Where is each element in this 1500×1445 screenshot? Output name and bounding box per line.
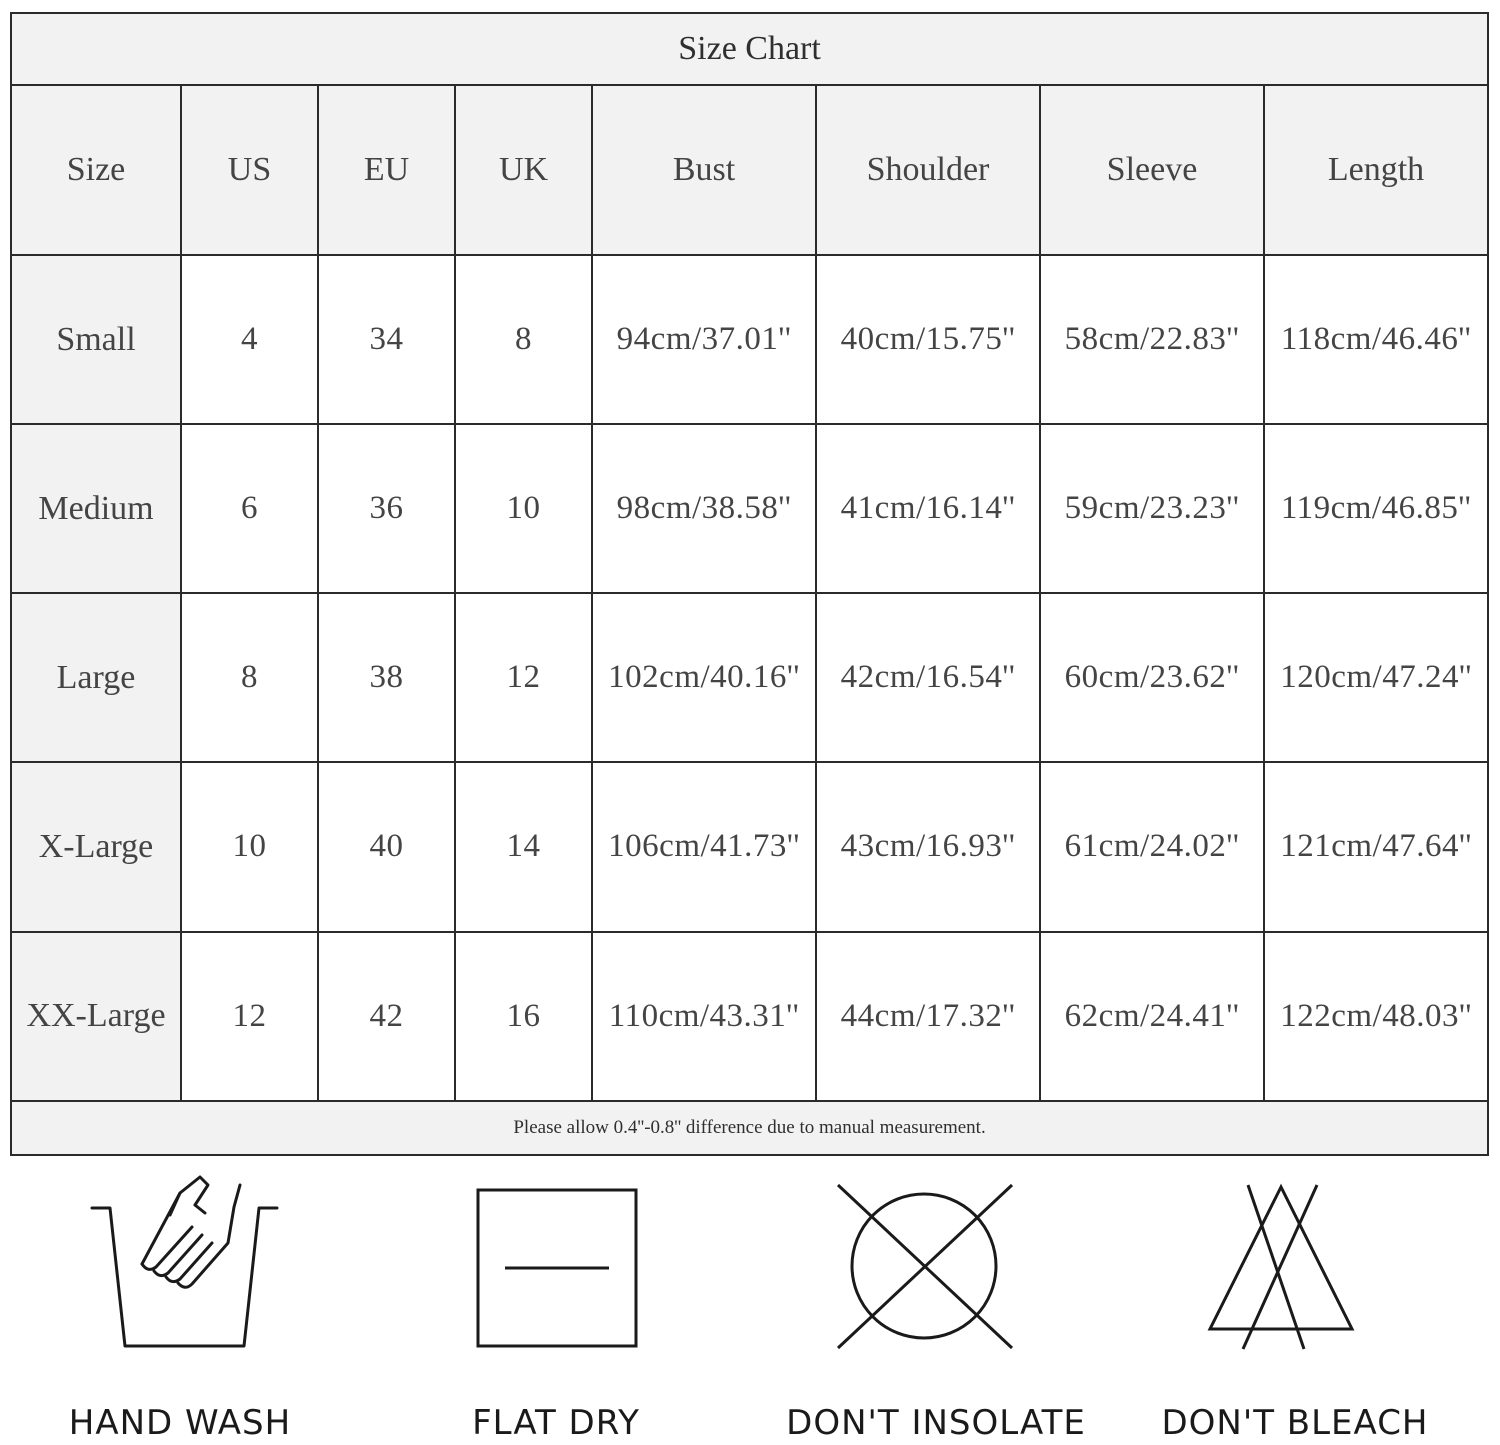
shoulder-cell: 41cm/16.14'' [816, 424, 1040, 593]
col-header-us: US [181, 85, 318, 255]
shoulder-cell: 42cm/16.54'' [816, 593, 1040, 762]
care-hand-wash [30, 1165, 330, 1445]
us-size-cell: 6 [181, 424, 318, 593]
length-cell: 120cm/47.24'' [1264, 593, 1488, 762]
size-chart-table [10, 12, 1489, 1156]
care-dont-bleach [1145, 1165, 1445, 1445]
size-name-cell: X-Large [11, 762, 181, 931]
length-cell: 119cm/46.85'' [1264, 424, 1488, 593]
uk-size-cell: 12 [455, 593, 592, 762]
table-row [11, 255, 1488, 424]
table-row [11, 424, 1488, 593]
sleeve-cell: 59cm/23.23'' [1040, 424, 1264, 593]
care-label-dont-insolate: DON'T INSOLATE [786, 1403, 1086, 1443]
shoulder-cell: 40cm/15.75'' [816, 255, 1040, 424]
bust-cell: 98cm/38.58'' [592, 424, 816, 593]
sleeve-cell: 58cm/22.83'' [1040, 255, 1264, 424]
col-header-eu: EU [318, 85, 455, 255]
us-size-cell: 10 [181, 762, 318, 931]
uk-size-cell: 8 [455, 255, 592, 424]
uk-size-cell: 10 [455, 424, 592, 593]
eu-size-cell: 36 [318, 424, 455, 593]
col-header-length: Length [1264, 85, 1488, 255]
size-name-cell: XX-Large [11, 932, 181, 1101]
header-row [11, 85, 1488, 255]
dont-insolate-icon [786, 1165, 1086, 1365]
col-header-bust: Bust [592, 85, 816, 255]
col-header-size: Size [11, 85, 181, 255]
flat-dry-icon [406, 1165, 706, 1365]
size-name-cell: Large [11, 593, 181, 762]
length-cell: 121cm/47.64'' [1264, 762, 1488, 931]
shoulder-cell: 43cm/16.93'' [816, 762, 1040, 931]
table-row [11, 762, 1488, 931]
care-label-hand-wash: HAND WASH [68, 1403, 292, 1443]
us-size-cell: 12 [181, 932, 318, 1101]
length-cell: 122cm/48.03'' [1264, 932, 1488, 1101]
sleeve-cell: 62cm/24.41'' [1040, 932, 1264, 1101]
care-label-flat-dry: FLAT DRY [472, 1403, 640, 1443]
col-header-sleeve: Sleeve [1040, 85, 1264, 255]
col-header-uk: UK [455, 85, 592, 255]
size-name-cell: Medium [11, 424, 181, 593]
eu-size-cell: 42 [318, 932, 455, 1101]
shoulder-cell: 44cm/17.32'' [816, 932, 1040, 1101]
measurement-note: Please allow 0.4''-0.8'' difference due to manual measurement. [11, 1101, 1488, 1155]
hand-wash-icon [30, 1165, 330, 1365]
sleeve-cell: 60cm/23.62'' [1040, 593, 1264, 762]
col-header-shoulder: Shoulder [816, 85, 1040, 255]
eu-size-cell: 40 [318, 762, 455, 931]
table-row [11, 593, 1488, 762]
care-label-dont-bleach: DON'T BLEACH [1161, 1403, 1429, 1443]
bust-cell: 102cm/40.16'' [592, 593, 816, 762]
length-cell: 118cm/46.46'' [1264, 255, 1488, 424]
bust-cell: 110cm/43.31'' [592, 932, 816, 1101]
care-dont-insolate [786, 1165, 1086, 1445]
table-row [11, 932, 1488, 1101]
sleeve-cell: 61cm/24.02'' [1040, 762, 1264, 931]
eu-size-cell: 38 [318, 593, 455, 762]
us-size-cell: 8 [181, 593, 318, 762]
eu-size-cell: 34 [318, 255, 455, 424]
care-flat-dry [406, 1165, 706, 1445]
bust-cell: 94cm/37.01'' [592, 255, 816, 424]
us-size-cell: 4 [181, 255, 318, 424]
dont-bleach-icon [1145, 1165, 1445, 1365]
bust-cell: 106cm/41.73'' [592, 762, 816, 931]
uk-size-cell: 14 [455, 762, 592, 931]
uk-size-cell: 16 [455, 932, 592, 1101]
chart-title: Size Chart [11, 13, 1488, 85]
size-name-cell: Small [11, 255, 181, 424]
